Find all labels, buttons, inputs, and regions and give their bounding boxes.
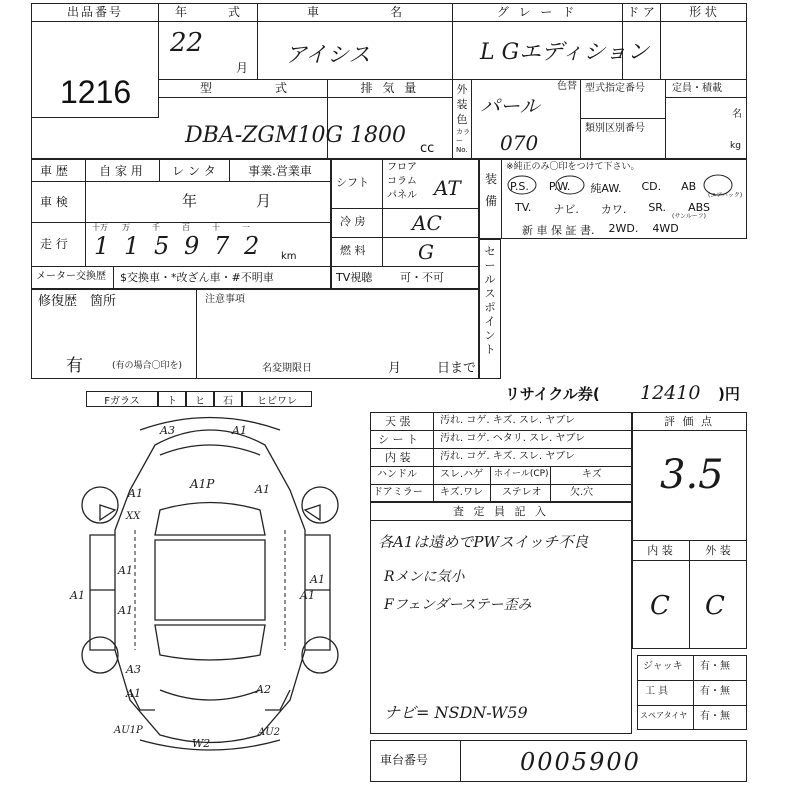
color-no-label: カラーNo. xyxy=(456,128,470,154)
displacement-value: 1800 xyxy=(350,123,406,148)
equipment-item: 新 車 保 証 書. xyxy=(522,224,595,237)
shift-label: シフト xyxy=(336,176,369,189)
equipment-item: 2WD. xyxy=(608,222,639,235)
divider xyxy=(452,79,453,159)
type-designation-label: 型式指定番号 xyxy=(585,83,645,94)
inspector-line: Rメンに気小 xyxy=(384,569,465,585)
inspector-line: 各A1は遠めでPWスイッチ不良 xyxy=(378,533,589,551)
mileage-digit: 5 xyxy=(154,232,170,260)
damage-mark: A1 xyxy=(232,424,247,437)
divider xyxy=(637,705,747,706)
divider xyxy=(331,237,479,238)
wheel-options: キズ xyxy=(582,469,602,480)
divider xyxy=(689,540,690,649)
divider xyxy=(159,159,160,181)
inspection-label: 車 検 xyxy=(40,195,68,209)
damage-mark: AU1P xyxy=(114,725,143,736)
inspection-month: 月 xyxy=(256,192,272,210)
damage-mark: A1 xyxy=(255,483,270,496)
damage-mark: A1 xyxy=(128,487,143,500)
month-unit: 月 xyxy=(236,61,249,75)
kg-unit: kg xyxy=(730,141,741,151)
fuel-label: 燃 料 xyxy=(340,244,366,257)
repair-label: 修復歴 箇所 xyxy=(38,294,117,309)
km-unit: km xyxy=(281,251,297,262)
sales-point-label: セールスポイント xyxy=(484,245,496,356)
divider xyxy=(370,448,632,449)
airbag-note: (エアバック) xyxy=(708,192,743,199)
equipment-item: CD. xyxy=(641,180,662,193)
interior-row-label: 天 張 xyxy=(385,415,411,428)
divider xyxy=(382,159,383,266)
equipment-item: ナビ. xyxy=(553,203,579,216)
ac-label: 冷 房 xyxy=(340,215,366,228)
mileage-unit: 万 xyxy=(122,223,130,232)
divider xyxy=(113,266,114,289)
divider xyxy=(460,740,461,782)
cc-unit: cc xyxy=(420,141,435,156)
shape-label: 形 状 xyxy=(689,5,717,19)
handle-label: ハンドル xyxy=(377,469,417,480)
model-label-a: 型 xyxy=(200,81,213,95)
inspection-year: 年 xyxy=(182,192,198,210)
damage-mark: A3 xyxy=(126,663,141,676)
divider xyxy=(580,118,665,119)
year-value: 22 xyxy=(170,28,204,58)
notes-label: 注意事項 xyxy=(205,294,245,305)
divider xyxy=(31,181,331,182)
glass-option: 石 xyxy=(214,391,242,407)
divider xyxy=(471,79,472,159)
repair-value: 有 xyxy=(66,356,83,376)
model-value: DBA-ZGM10G xyxy=(185,123,344,148)
divider xyxy=(31,266,331,267)
mileage-unit: 一 xyxy=(242,223,250,232)
tools-value: 有・無 xyxy=(700,711,730,722)
divider xyxy=(665,97,747,98)
recycle-suffix: )円 xyxy=(718,385,740,403)
equipment-row-3 xyxy=(522,222,679,238)
equipment-item: SR. xyxy=(648,201,667,214)
shift-option: コラム xyxy=(387,176,417,187)
meter-options: $交換車・*改ざん車・#不明車 xyxy=(120,271,274,284)
glass-option: ヒ xyxy=(186,391,214,407)
grade-label: グ レ ー ド xyxy=(496,5,578,19)
equipment-item: P.S. xyxy=(510,180,529,193)
tools-label: スペアタイヤ xyxy=(640,711,688,720)
equipment-label: 装備 xyxy=(484,172,497,208)
damage-mark: AU2 xyxy=(258,727,281,738)
lot-label: 出品番号 xyxy=(66,5,124,19)
divider xyxy=(229,159,230,181)
damage-mark: A1 xyxy=(310,573,325,586)
divider xyxy=(31,21,159,22)
divider xyxy=(159,21,747,22)
name-label: 名 xyxy=(390,5,403,19)
mileage-digit: 1 xyxy=(94,232,110,260)
capacity-label: 定員・積載 xyxy=(672,83,722,94)
deadline-month: 月 xyxy=(388,361,402,376)
tools-label: 工 具 xyxy=(645,686,669,697)
damage-mark: A1 xyxy=(118,564,133,577)
divider xyxy=(370,466,632,467)
tools-value: 有・無 xyxy=(700,686,730,697)
mileage-digit: 2 xyxy=(244,232,260,260)
wheel-label: ホイール(CP) xyxy=(494,469,549,479)
deadline-day-until: 日まで xyxy=(437,361,477,376)
divider xyxy=(490,466,491,502)
equipment-note: ※純正のみ〇印をつけて下さい。 xyxy=(506,162,640,172)
stereo-label: ステレオ xyxy=(502,487,542,498)
grading-label: 評 価 点 xyxy=(664,415,714,428)
exterior-grade-value: C xyxy=(705,591,725,621)
mirror-options: キズ.ワレ xyxy=(440,487,483,498)
divider xyxy=(433,412,434,502)
divider xyxy=(370,484,632,485)
mileage-digit: 9 xyxy=(184,232,200,260)
glass-label: Fガラス xyxy=(86,391,158,407)
equipment-circle-marks xyxy=(500,170,743,200)
damage-mark: A1 xyxy=(126,687,141,700)
year-label: 年 xyxy=(175,5,188,19)
glass-option: ト xyxy=(158,391,186,407)
tv-label: TV視聴 xyxy=(336,271,373,284)
interior-row-label: シ ー ト xyxy=(378,433,418,446)
history-frame xyxy=(31,159,331,289)
equipment-item: P.W. xyxy=(548,180,571,193)
ac-value: AC xyxy=(412,211,442,235)
color-value: パール xyxy=(480,94,540,118)
divider xyxy=(550,466,551,502)
tools-value: 有・無 xyxy=(700,661,730,672)
mileage-digit: 7 xyxy=(214,232,230,260)
divider xyxy=(637,680,747,681)
equipment-item: TV. xyxy=(515,201,532,214)
damage-mark: XX xyxy=(126,511,141,522)
exterior-grade-label: 外 装 xyxy=(705,544,731,557)
equipment-item: AB xyxy=(681,180,697,193)
history-label: 車 歴 xyxy=(40,164,68,178)
divider xyxy=(693,655,694,730)
year-suffix-label: 式 xyxy=(228,5,241,19)
recycle-value: 12410 xyxy=(640,382,701,404)
mileage-unit: 十 xyxy=(212,223,220,232)
divider xyxy=(632,430,747,431)
displacement-label: 排 気 量 xyxy=(360,81,420,95)
color-change-label: 色替 xyxy=(557,81,577,92)
door-label: ド ア xyxy=(627,5,655,19)
damage-mark: A2 xyxy=(256,683,271,696)
equipment-item: 純AW. xyxy=(590,182,622,195)
car-label: 車 xyxy=(307,5,320,19)
meter-label: メーター交換歴 xyxy=(36,271,106,282)
deadline-label: 名変期限日 xyxy=(262,363,312,374)
interior-grade-label: 内 装 xyxy=(647,544,673,557)
repair-note: (有の場合〇印を) xyxy=(112,361,183,371)
car-name: アイシス xyxy=(285,43,371,68)
glass-option: ヒビワレ xyxy=(242,391,312,407)
interior-row-options: 汚れ. コゲ. キズ. スレ. ヤブレ xyxy=(440,415,575,426)
history-option: 事業.営業車 xyxy=(248,164,312,178)
sunroof-note: (サンルーフ) xyxy=(672,213,706,220)
divider xyxy=(370,430,632,431)
ext-color-label: 外装色 xyxy=(456,83,468,126)
history-option: レ ン タ xyxy=(172,164,216,178)
category-label: 類別区別番号 xyxy=(585,123,645,134)
history-option: 自 家 用 xyxy=(99,164,143,178)
mirror-label: ドアミラー xyxy=(373,487,423,498)
color-no-value: 070 xyxy=(500,131,539,155)
inspector-line: ナビ= NSDN-W59 xyxy=(384,703,528,722)
damage-mark: W2 xyxy=(192,737,211,750)
divider xyxy=(660,3,661,79)
divider xyxy=(159,97,453,98)
divider xyxy=(665,79,666,159)
divider xyxy=(580,79,581,159)
interior-row-options: 汚れ. コゲ. キズ. スレ. ヤブレ xyxy=(440,451,575,462)
tools-label: ジャッキ xyxy=(643,661,683,672)
stereo-options: 欠.穴 xyxy=(570,487,594,498)
shift-option: パネル xyxy=(387,190,417,201)
damage-mark: A1P xyxy=(190,477,215,491)
interior-row-label: 内 装 xyxy=(385,451,411,464)
damage-mark: A1 xyxy=(300,589,315,602)
grade-value: L Gエディション xyxy=(480,40,649,65)
handle-options: スレ.ハゲ xyxy=(440,469,484,480)
shift-option: フロア xyxy=(387,162,417,173)
divider xyxy=(159,79,747,80)
divider xyxy=(31,222,331,223)
chassis-value: 0005900 xyxy=(520,748,641,776)
divider xyxy=(331,208,479,209)
mileage-unit: 百 xyxy=(182,223,190,232)
tv-options: 可・不可 xyxy=(400,271,444,284)
inspector-line: Fフェンダーステー歪み xyxy=(384,597,532,613)
mileage-unit: 千 xyxy=(152,223,160,232)
divider xyxy=(196,289,197,379)
recycle-label: リサイクル券( xyxy=(505,385,600,403)
equipment-item: 4WD xyxy=(652,222,679,235)
lot-number: 1216 xyxy=(60,74,132,110)
divider xyxy=(331,266,479,267)
damage-mark: A1 xyxy=(118,604,133,617)
mileage-unit: 十万 xyxy=(92,223,108,232)
damage-mark: A3 xyxy=(160,424,175,437)
inspector-label: 査 定 員 記 入 xyxy=(453,505,549,518)
interior-grade-value: C xyxy=(650,591,670,621)
model-label-b: 式 xyxy=(275,81,288,95)
divider xyxy=(370,520,632,521)
grading-score: 3.5 xyxy=(660,452,724,498)
mileage-label: 走 行 xyxy=(40,237,68,251)
fuel-value: G xyxy=(418,240,434,264)
divider xyxy=(452,3,453,79)
shift-value: AT xyxy=(434,176,461,200)
divider xyxy=(257,3,258,79)
equipment-item: ABS xyxy=(688,201,710,214)
equipment-item: カワ. xyxy=(600,203,627,216)
damage-mark: A1 xyxy=(70,589,85,602)
divider xyxy=(85,159,86,266)
chassis-label: 車台番号 xyxy=(380,753,429,767)
mileage-digit: 1 xyxy=(124,232,140,260)
persons-unit: 名 xyxy=(732,109,742,120)
interior-row-options: 汚れ. コゲ. ヘタリ. スレ. ヤブレ xyxy=(440,433,586,444)
